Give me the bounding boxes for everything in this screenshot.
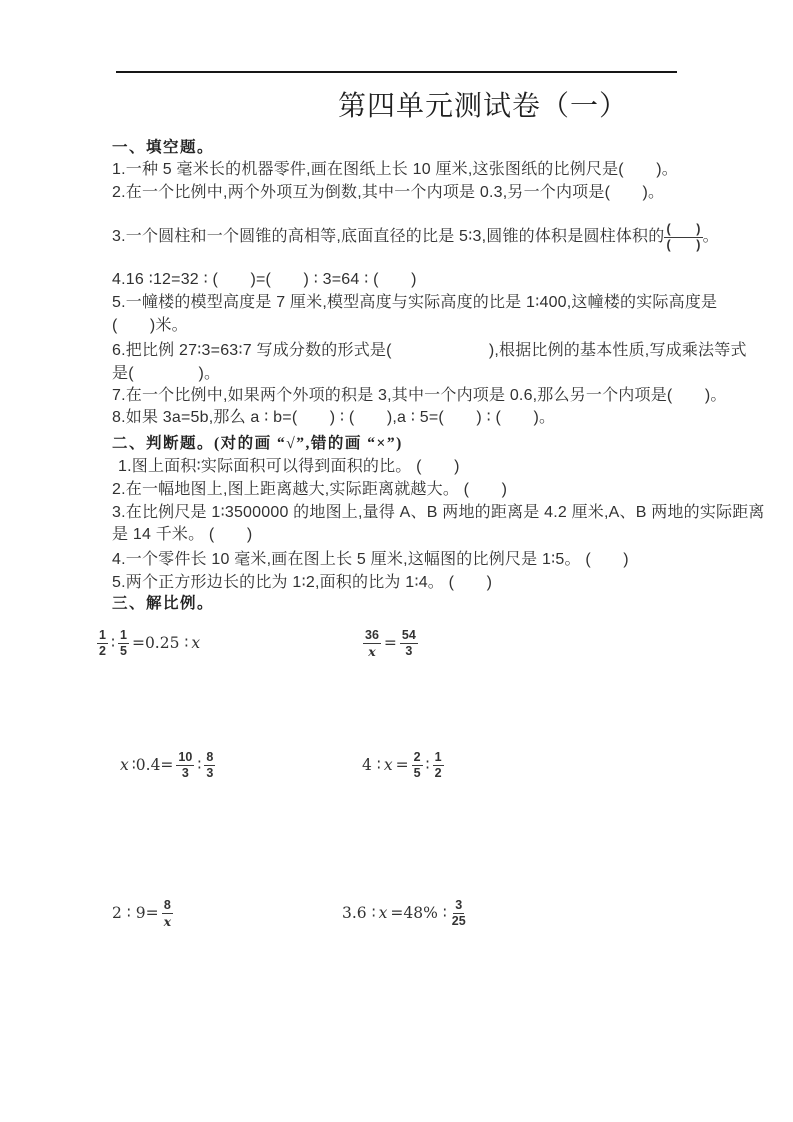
fraction-numerator: 3: [455, 897, 463, 912]
fraction-denominator-variable: x: [163, 913, 172, 929]
equation-text: =48% ∶: [390, 904, 447, 922]
proportion-equation-3: [120, 745, 215, 785]
equals-sign: =: [383, 634, 397, 652]
question-3-blank-fraction: [664, 222, 702, 253]
judge-question-4: 4.一个零件长 10 毫米,画在图上长 5 厘米,这幅图的比例尺是 1∶5。 ( ): [112, 551, 629, 568]
blank-fraction-denominator: ( ): [666, 237, 701, 252]
fill-in-question-5-line2: ( )米。: [112, 317, 188, 334]
fraction: [204, 750, 215, 781]
fill-in-question-6-line1: 6.把比例 27∶3=63∶7 写成分数的形式是( ),根据比例的基本性质,写成乘法等式: [112, 342, 747, 359]
fraction-numerator: 1: [99, 627, 106, 642]
equation-text: ∶0.4=: [131, 756, 174, 774]
fraction: [118, 628, 129, 659]
fraction: [412, 750, 423, 781]
fill-in-question-6-line2: 是( )。: [112, 365, 221, 382]
ratio-colon: ∶: [425, 756, 430, 774]
equation-text: 3.6 ∶: [342, 904, 376, 922]
section-heading-fill-in: 一、填空题。: [112, 139, 215, 156]
judge-question-1: 1.图上面积∶实际面积可以得到面积的比。 ( ): [118, 458, 460, 475]
fraction-denominator: 2: [99, 643, 106, 658]
proportion-equation-1: [97, 623, 200, 663]
proportion-equation-5: [112, 893, 173, 933]
fill-in-question-7: 7.在一个比例中,如果两个外项的积是 3,其中一个内项是 0.6,那么另一个内项是( )。: [112, 387, 727, 404]
equals-sign: =: [395, 756, 409, 774]
unknown-variable: x: [378, 904, 388, 922]
judge-question-5: 5.两个正方形边长的比为 1∶2,面积的比为 1∶4。 ( ): [112, 574, 493, 591]
fraction: [162, 898, 173, 929]
fraction: [363, 628, 381, 659]
fraction-numerator: 54: [401, 627, 416, 642]
fraction: [400, 628, 418, 659]
fill-in-question-2: 2.在一个比例中,两个外项互为倒数,其中一个内项是 0.3,另一个内项是( )。: [112, 184, 665, 201]
fraction-numerator: 1: [120, 627, 127, 642]
judge-question-2: 2.在一幅地图上,图上距离越大,实际距离就越大。 ( ): [112, 481, 508, 498]
fill-in-question-4: 4.16 ∶12=32 ∶ ( )=( ) ∶ 3=64 ∶ ( ): [112, 271, 417, 288]
top-rule-divider: [116, 71, 677, 73]
section-heading-solve: 三、解比例。: [112, 595, 215, 612]
fraction-denominator: 5: [120, 643, 127, 658]
fraction-denominator: 3: [181, 765, 189, 780]
fill-in-question-5-line1: 5.一幢楼的模型高度是 7 厘米,模型高度与实际高度的比是 1∶400,这幢楼的实际高度是: [112, 294, 718, 311]
unknown-variable: x: [383, 756, 393, 774]
equation-text: 4 ∶: [362, 756, 381, 774]
equation-text: 2 ∶ 9=: [112, 904, 159, 922]
fraction: [97, 628, 108, 659]
fraction: [450, 898, 468, 929]
proportion-equation-2: [363, 623, 418, 663]
fraction-denominator: 3: [206, 765, 214, 780]
question-3-period: 。: [702, 228, 719, 245]
fraction-denominator: 25: [451, 913, 466, 928]
fill-in-question-1: 1.一种 5 毫米长的机器零件,画在图纸上长 10 厘米,这张图纸的比例尺是( )。: [112, 161, 678, 178]
blank-fraction-numerator: ( ): [666, 221, 701, 236]
fraction-denominator: 5: [413, 765, 421, 780]
fraction-numerator: 1: [434, 749, 442, 764]
ratio-colon: ∶: [197, 756, 202, 774]
judge-question-3-line1: 3.在比例尺是 1∶3500000 的地图上,量得 A、B 两地的距离是 4.2 厘米,A、B 两地的实际距离: [112, 504, 765, 521]
fraction-numerator: 8: [163, 897, 171, 912]
fraction-numerator: 8: [206, 749, 214, 764]
fraction-numerator: 36: [365, 627, 379, 642]
question-3-text: 3.一个圆柱和一个圆锥的高相等,底面直径的比是 5∶3,圆锥的体积是圆柱体积的: [112, 228, 665, 245]
page-title: 第四单元测试卷（一）: [338, 91, 629, 122]
ratio-colon: ∶: [110, 634, 115, 652]
proportion-equation-4: [362, 745, 444, 785]
section-heading-judge: 二、判断题。(对的画 “√”,错的画 “×”): [112, 435, 403, 452]
equation-text: =0.25 ∶: [131, 634, 189, 652]
proportion-equation-6: [342, 893, 468, 933]
fraction-numerator: 2: [413, 749, 421, 764]
fraction-denominator: 2: [434, 765, 442, 780]
fraction: [176, 750, 194, 781]
fill-in-question-3: [112, 218, 719, 256]
unknown-variable: x: [120, 756, 129, 774]
fraction-numerator: 10: [178, 749, 193, 764]
fraction-denominator: 3: [405, 643, 413, 658]
fraction: [433, 750, 444, 781]
judge-question-3-line2: 是 14 千米。 ( ): [112, 526, 253, 543]
fraction-denominator-variable: x: [368, 643, 376, 659]
fill-in-question-8: 8.如果 3a=5b,那么 a ∶ b=( ) ∶ ( ),a ∶ 5=( ) ∶ ( )。: [112, 409, 556, 426]
unknown-variable: x: [191, 634, 201, 652]
